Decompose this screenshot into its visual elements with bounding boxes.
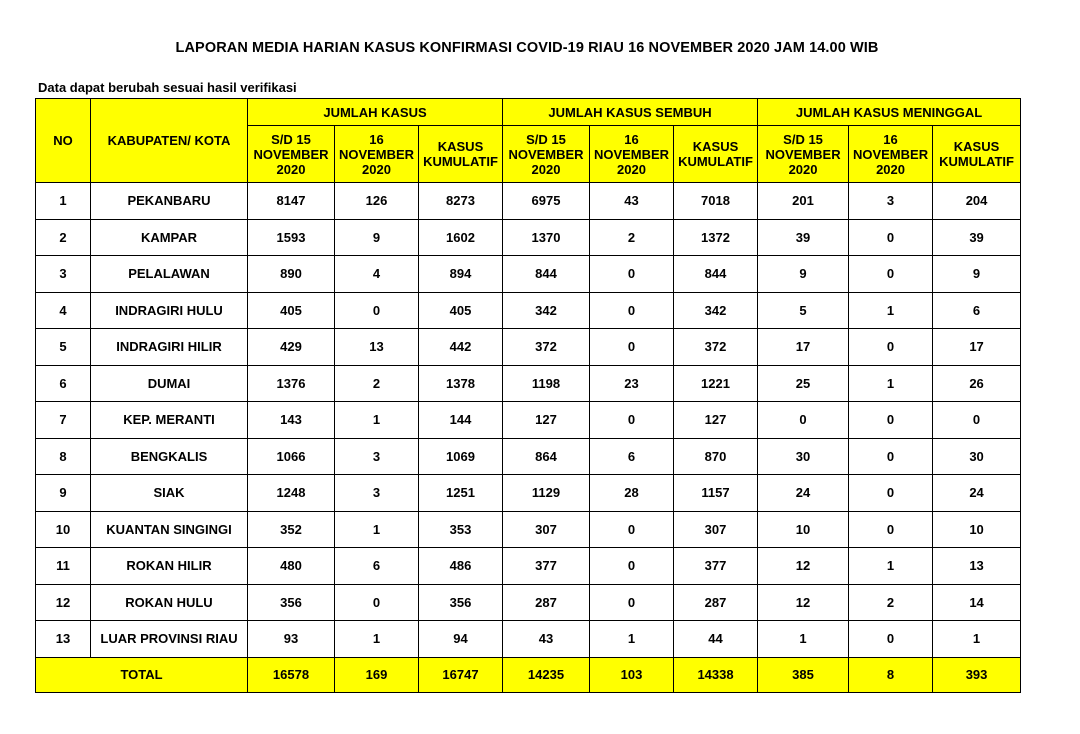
total-label: TOTAL	[36, 657, 248, 692]
value-cell: 0	[849, 256, 933, 293]
value-cell: 0	[590, 402, 674, 439]
subheader-sembuh-kasus-kumulatif	[674, 126, 758, 183]
value-cell: 8273	[419, 183, 503, 220]
value-cell: 13	[933, 548, 1021, 585]
value-cell: 356	[419, 584, 503, 621]
header-kabupaten: KABUPATEN/ KOTA	[91, 99, 248, 183]
subheader-line: S/D 15	[526, 131, 566, 147]
value-cell: 0	[758, 402, 849, 439]
value-cell: 844	[674, 256, 758, 293]
value-cell: 10	[933, 511, 1021, 548]
table-row	[36, 475, 1021, 512]
value-cell: 25	[758, 365, 849, 402]
value-cell: 12	[758, 548, 849, 585]
value-cell: 1	[758, 621, 849, 658]
table-row	[36, 438, 1021, 475]
total-row	[36, 657, 1021, 692]
total-value-cell: 385	[758, 657, 849, 692]
value-cell: 1	[335, 621, 419, 658]
value-cell: 342	[503, 292, 590, 329]
value-cell: 0	[590, 584, 674, 621]
value-cell: 44	[674, 621, 758, 658]
value-cell: 0	[849, 475, 933, 512]
value-cell: 24	[933, 475, 1021, 512]
value-cell: 8147	[248, 183, 335, 220]
total-value-cell: 14235	[503, 657, 590, 692]
row-number: 6	[36, 365, 91, 402]
table-row	[36, 584, 1021, 621]
value-cell: 0	[335, 292, 419, 329]
value-cell: 10	[758, 511, 849, 548]
value-cell: 143	[248, 402, 335, 439]
value-cell: 1	[335, 402, 419, 439]
value-cell: 1372	[674, 219, 758, 256]
value-cell: 1248	[248, 475, 335, 512]
value-cell: 372	[503, 329, 590, 366]
value-cell: 3	[335, 475, 419, 512]
value-cell: 405	[419, 292, 503, 329]
value-cell: 890	[248, 256, 335, 293]
value-cell: 1	[849, 292, 933, 329]
value-cell: 24	[758, 475, 849, 512]
value-cell: 6	[933, 292, 1021, 329]
value-cell: 26	[933, 365, 1021, 402]
page-title: LAPORAN MEDIA HARIAN KASUS KONFIRMASI COVID-19 RIAU 16 NOVEMBER 2020 JAM 14.00 WIB	[175, 40, 879, 56]
value-cell: 0	[849, 438, 933, 475]
row-number: 4	[36, 292, 91, 329]
value-cell: 0	[590, 256, 674, 293]
value-cell: 12	[758, 584, 849, 621]
subheader-line: KASUS	[953, 139, 1000, 154]
subheader-line: 2020	[788, 161, 818, 177]
subheader-line: 2020	[362, 161, 391, 177]
value-cell: 204	[933, 183, 1021, 220]
subheader-line: NOVEMBER	[253, 146, 329, 162]
row-number: 12	[36, 584, 91, 621]
region-name: KUANTAN SINGINGI	[91, 511, 248, 548]
value-cell: 0	[933, 402, 1021, 439]
value-cell: 0	[849, 511, 933, 548]
table-body	[36, 183, 1021, 693]
subheader-line: KASUS	[692, 139, 739, 154]
region-name: INDRAGIRI HULU	[91, 292, 248, 329]
region-name: BENGKALIS	[91, 438, 248, 475]
value-cell: 377	[503, 548, 590, 585]
total-value-cell: 393	[933, 657, 1021, 692]
value-cell: 93	[248, 621, 335, 658]
value-cell: 287	[503, 584, 590, 621]
value-cell: 377	[674, 548, 758, 585]
header-group-meninggal: JUMLAH KASUS MENINGGAL	[758, 99, 1021, 126]
subheader-line: S/D 15	[783, 131, 823, 147]
value-cell: 30	[758, 438, 849, 475]
value-cell: 2	[590, 219, 674, 256]
subheader-kasus-kasus-kumulatif	[419, 126, 503, 183]
subheader-meninggal-kasus-kumulatif	[933, 126, 1021, 183]
value-cell: 1251	[419, 475, 503, 512]
value-cell: 1376	[248, 365, 335, 402]
value-cell: 0	[335, 584, 419, 621]
table-row	[36, 183, 1021, 220]
value-cell: 356	[248, 584, 335, 621]
value-cell: 0	[849, 219, 933, 256]
region-name: KAMPAR	[91, 219, 248, 256]
value-cell: 342	[674, 292, 758, 329]
subheader-line: NOVEMBER	[593, 146, 670, 162]
value-cell: 0	[590, 292, 674, 329]
value-cell: 9	[933, 256, 1021, 293]
value-cell: 2	[335, 365, 419, 402]
subheader-line: KASUS	[437, 139, 484, 154]
subheader-meninggal-16-november	[849, 126, 933, 183]
row-number: 8	[36, 438, 91, 475]
value-cell: 870	[674, 438, 758, 475]
table-row	[36, 365, 1021, 402]
table-row	[36, 292, 1021, 329]
value-cell: 5	[758, 292, 849, 329]
value-cell: 126	[335, 183, 419, 220]
subheader-line: NOVEMBER	[852, 146, 929, 162]
value-cell: 9	[758, 256, 849, 293]
subheader-line: 2020	[531, 161, 561, 177]
value-cell: 1221	[674, 365, 758, 402]
value-cell: 1	[590, 621, 674, 658]
table-row	[36, 329, 1021, 366]
subheader-line: NOVEMBER	[765, 146, 841, 162]
subheader-line: KUMULATIF	[678, 154, 753, 169]
value-cell: 43	[590, 183, 674, 220]
region-name: ROKAN HULU	[91, 584, 248, 621]
subheader-line: 2020	[876, 161, 905, 177]
row-number: 9	[36, 475, 91, 512]
value-cell: 4	[335, 256, 419, 293]
row-number: 11	[36, 548, 91, 585]
header-group-sembuh: JUMLAH KASUS SEMBUH	[503, 99, 758, 126]
value-cell: 0	[590, 329, 674, 366]
row-number: 1	[36, 183, 91, 220]
subheader-sembuh-16-november	[590, 126, 674, 183]
value-cell: 1069	[419, 438, 503, 475]
value-cell: 30	[933, 438, 1021, 475]
value-cell: 94	[419, 621, 503, 658]
value-cell: 2	[849, 584, 933, 621]
table-header	[36, 99, 1021, 183]
subheader-line: KUMULATIF	[423, 154, 498, 169]
subheader-line: NOVEMBER	[338, 146, 415, 162]
region-name: ROKAN HILIR	[91, 548, 248, 585]
value-cell: 405	[248, 292, 335, 329]
value-cell: 353	[419, 511, 503, 548]
value-cell: 7018	[674, 183, 758, 220]
value-cell: 1198	[503, 365, 590, 402]
value-cell: 1602	[419, 219, 503, 256]
row-number: 5	[36, 329, 91, 366]
total-value-cell: 169	[335, 657, 419, 692]
value-cell: 39	[758, 219, 849, 256]
value-cell: 0	[590, 511, 674, 548]
header-group-kasus: JUMLAH KASUS	[248, 99, 503, 126]
value-cell: 28	[590, 475, 674, 512]
total-value-cell: 103	[590, 657, 674, 692]
value-cell: 442	[419, 329, 503, 366]
value-cell: 201	[758, 183, 849, 220]
value-cell: 486	[419, 548, 503, 585]
value-cell: 1129	[503, 475, 590, 512]
value-cell: 0	[849, 329, 933, 366]
value-cell: 480	[248, 548, 335, 585]
value-cell: 0	[849, 621, 933, 658]
subheader-meninggal-sd-15-november	[758, 126, 849, 183]
subheader-line: 2020	[276, 161, 306, 177]
value-cell: 1	[933, 621, 1021, 658]
value-cell: 17	[758, 329, 849, 366]
subheader-kasus-sd-15-november	[248, 126, 335, 183]
value-cell: 144	[419, 402, 503, 439]
value-cell: 9	[335, 219, 419, 256]
value-cell: 1	[335, 511, 419, 548]
total-value-cell: 16747	[419, 657, 503, 692]
subheader-sembuh-sd-15-november	[503, 126, 590, 183]
row-number: 7	[36, 402, 91, 439]
value-cell: 39	[933, 219, 1021, 256]
value-cell: 6975	[503, 183, 590, 220]
subheader-line: S/D 15	[271, 131, 311, 147]
row-number: 2	[36, 219, 91, 256]
subheader-line: 16	[883, 131, 898, 147]
value-cell: 1	[849, 365, 933, 402]
value-cell: 1066	[248, 438, 335, 475]
subheader-line: NOVEMBER	[508, 146, 584, 162]
total-value-cell: 8	[849, 657, 933, 692]
value-cell: 1157	[674, 475, 758, 512]
value-cell: 3	[849, 183, 933, 220]
value-cell: 17	[933, 329, 1021, 366]
value-cell: 6	[590, 438, 674, 475]
subheader-line: 16	[369, 131, 384, 147]
value-cell: 352	[248, 511, 335, 548]
value-cell: 3	[335, 438, 419, 475]
value-cell: 23	[590, 365, 674, 402]
value-cell: 307	[674, 511, 758, 548]
subheader-kasus-16-november	[335, 126, 419, 183]
value-cell: 14	[933, 584, 1021, 621]
covid-report-table	[35, 98, 1021, 693]
table-row	[36, 219, 1021, 256]
subheader-line: 16	[624, 131, 639, 147]
value-cell: 894	[419, 256, 503, 293]
value-cell: 127	[674, 402, 758, 439]
region-name: LUAR PROVINSI RIAU	[91, 621, 248, 658]
value-cell: 307	[503, 511, 590, 548]
value-cell: 127	[503, 402, 590, 439]
region-name: SIAK	[91, 475, 248, 512]
value-cell: 43	[503, 621, 590, 658]
table-row	[36, 511, 1021, 548]
row-number: 13	[36, 621, 91, 658]
value-cell: 1370	[503, 219, 590, 256]
value-cell: 0	[590, 548, 674, 585]
value-cell: 287	[674, 584, 758, 621]
value-cell: 372	[674, 329, 758, 366]
value-cell: 1	[849, 548, 933, 585]
table-row	[36, 402, 1021, 439]
header-no: NO	[36, 99, 91, 183]
row-number: 3	[36, 256, 91, 293]
table-row	[36, 621, 1021, 658]
value-cell: 6	[335, 548, 419, 585]
subheader-line: 2020	[617, 161, 646, 177]
subheader-line: KUMULATIF	[939, 154, 1014, 169]
table-row	[36, 256, 1021, 293]
value-cell: 1378	[419, 365, 503, 402]
region-name: KEP. MERANTI	[91, 402, 248, 439]
region-name: INDRAGIRI HILIR	[91, 329, 248, 366]
row-number: 10	[36, 511, 91, 548]
value-cell: 429	[248, 329, 335, 366]
value-cell: 1593	[248, 219, 335, 256]
region-name: DUMAI	[91, 365, 248, 402]
value-cell: 844	[503, 256, 590, 293]
total-value-cell: 16578	[248, 657, 335, 692]
region-name: PEKANBARU	[91, 183, 248, 220]
region-name: PELALAWAN	[91, 256, 248, 293]
data-note: Data dapat berubah sesuai hasil verifikasi	[38, 80, 297, 95]
table-row	[36, 548, 1021, 585]
value-cell: 13	[335, 329, 419, 366]
total-value-cell: 14338	[674, 657, 758, 692]
value-cell: 0	[849, 402, 933, 439]
value-cell: 864	[503, 438, 590, 475]
